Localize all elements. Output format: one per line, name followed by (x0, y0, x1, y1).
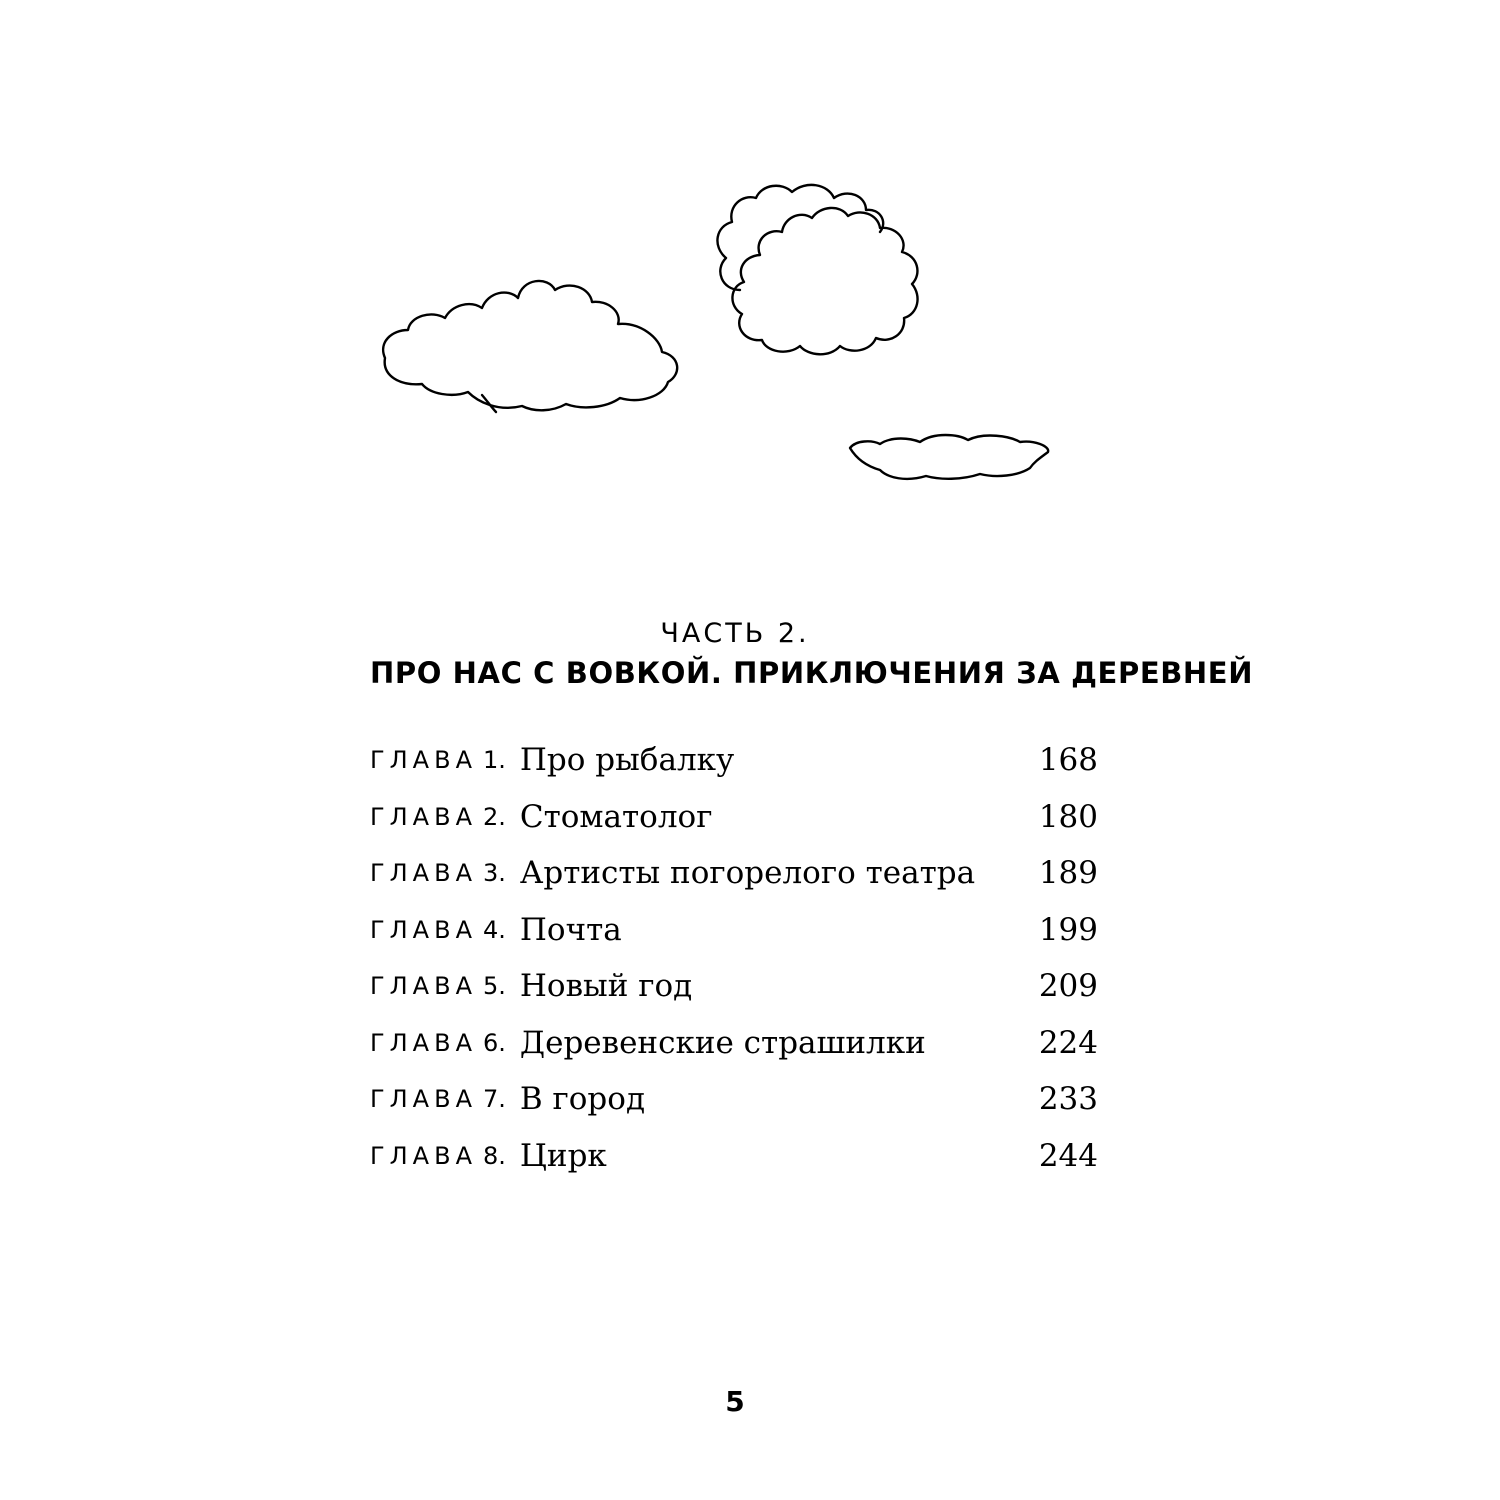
toc-row[interactable] (370, 845, 1098, 902)
chapter-title: В город (519, 1081, 646, 1118)
chapter-number: 4. (482, 915, 506, 944)
chapter-page-number: 168 (1038, 742, 1098, 779)
clouds-illustration (0, 0, 1500, 560)
chapter-word: ГЛАВА (370, 1141, 477, 1170)
chapter-title: Почта (519, 911, 622, 948)
chapter-page-number: 189 (1038, 855, 1098, 892)
chapter-word: ГЛАВА (370, 915, 477, 944)
left-cloud-icon (383, 281, 677, 410)
part-title: ПРО НАС С ВОВКОЙ. ПРИКЛЮЧЕНИЯ ЗА ДЕРЕВНЕЙ (370, 656, 1254, 690)
chapter-number: 8. (482, 1141, 506, 1170)
chapter-number: 1. (482, 746, 506, 775)
back-cloud-icon (717, 185, 883, 290)
table-of-contents (370, 732, 1098, 1184)
chapter-page-number: 199 (1038, 911, 1098, 948)
chapter-word: ГЛАВА (370, 972, 477, 1001)
chapter-word: ГЛАВА (370, 802, 477, 831)
chapter-page-number: 244 (1038, 1137, 1098, 1174)
small-cloud-icon (850, 435, 1048, 479)
chapter-title: Новый год (519, 968, 693, 1005)
page-number: 5 (725, 1385, 745, 1418)
chapter-title: Про рыбалку (519, 742, 735, 779)
chapter-word: ГЛАВА (370, 746, 477, 775)
chapter-title: Цирк (519, 1137, 607, 1174)
chapter-number: 2. (482, 802, 506, 831)
chapter-word: ГЛАВА (370, 1028, 477, 1057)
chapter-page-number: 209 (1038, 968, 1098, 1005)
toc-row[interactable] (370, 732, 1098, 789)
toc-row[interactable] (370, 958, 1098, 1015)
front-cloud-icon (732, 208, 917, 354)
chapter-title: Стоматолог (519, 798, 713, 835)
toc-row[interactable] (370, 902, 1098, 959)
toc-row[interactable] (370, 1071, 1098, 1128)
chapter-page-number: 224 (1038, 1024, 1098, 1061)
toc-row[interactable] (370, 789, 1098, 846)
chapter-number: 3. (482, 859, 506, 888)
chapter-title: Деревенские страшилки (519, 1024, 926, 1061)
chapter-number: 6. (482, 1028, 506, 1057)
part-label: ЧАСТЬ 2. (660, 618, 810, 649)
chapter-title: Артисты погорелого театра (519, 855, 976, 892)
chapter-number: 5. (482, 972, 506, 1001)
chapter-number: 7. (482, 1085, 506, 1114)
chapter-word: ГЛАВА (370, 1085, 477, 1114)
toc-row[interactable] (370, 1128, 1098, 1185)
chapter-word: ГЛАВА (370, 859, 477, 888)
toc-row[interactable] (370, 1015, 1098, 1072)
chapter-page-number: 233 (1038, 1081, 1098, 1118)
chapter-page-number: 180 (1038, 798, 1098, 835)
